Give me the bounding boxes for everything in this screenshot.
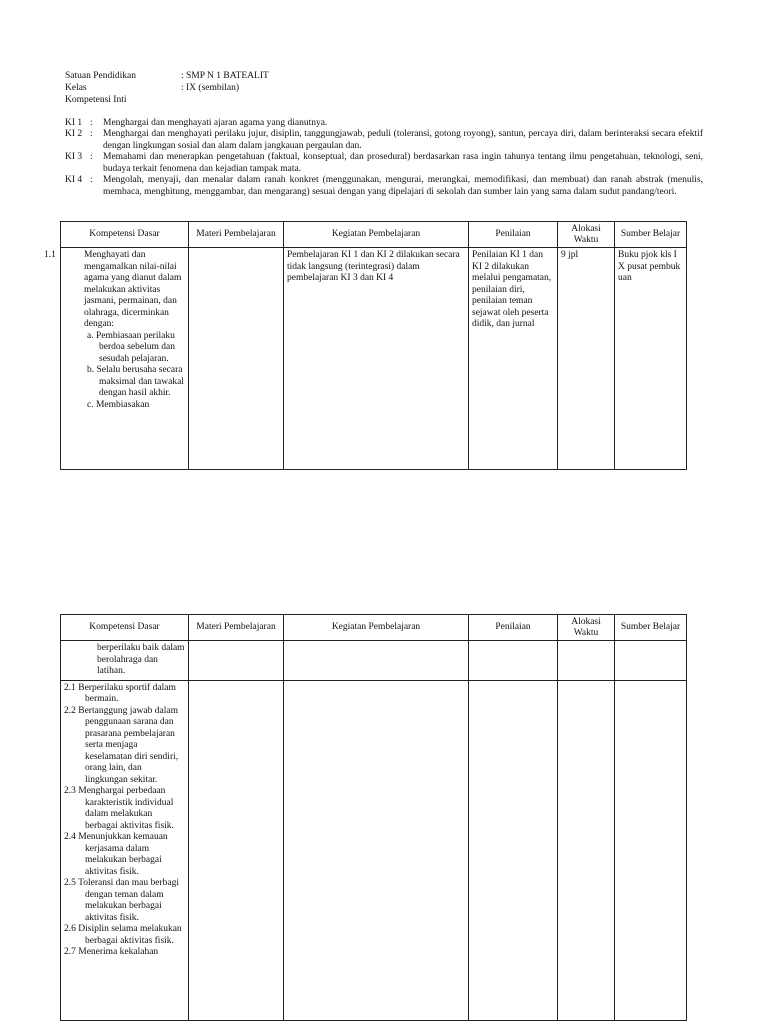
- kd-continuation: berperilaku baik dalam berolahraga dan latihan.: [97, 643, 185, 676]
- kd-number: 1.1: [44, 250, 56, 260]
- kegiatan-cell: [284, 641, 469, 681]
- col-kegiatan: Kegiatan Pembelajaran: [284, 222, 469, 248]
- penilaian-cell: [469, 680, 558, 1020]
- materi-cell: [189, 248, 284, 470]
- materi-cell: [189, 680, 284, 1020]
- kompetensi-inti-label: Kompetensi Inti: [65, 95, 127, 105]
- kegiatan-cell: [284, 680, 469, 1020]
- ki-colon: :: [90, 129, 93, 139]
- sumber-cell: [615, 680, 687, 1020]
- col-sumber: Sumber Belajar: [615, 615, 687, 641]
- kd-2-4: 2.4 Menunjukkan kemauan kerjasama dalam melakukan berbagai aktivitas fisik.: [64, 832, 168, 877]
- col-kompetensi-dasar: Kompetensi Dasar: [61, 615, 189, 641]
- ki-text: Mengolah, menyaji, dan menalar dalam ranah konkret (menggunakan, mengurai, merangkai, memodifikasi, dan membuat) dan ranah abstrak (menulis, membaca, menghitung, menggambar, dan mengarang) sesuai dengan yang dipelajari di sekolah dan sumber lain yang sama dalam sudut pandang/teori.: [103, 175, 703, 197]
- kd-2-6: 2.6 Disiplin selama melakukan berbagai aktivitas fisik.: [64, 924, 182, 946]
- table-header-row: [61, 222, 687, 248]
- satuan-value: : SMP N 1 BATEALIT: [181, 71, 269, 81]
- kelas-value: : IX (sembilan): [181, 83, 240, 93]
- sumber-cell: Buku pjok kls IX pusat pembukuan: [615, 248, 687, 470]
- kd-2-5: 2.5 Toleransi dan mau berbagi dengan teman dalam melakukan berbagai aktivitas fisik.: [64, 878, 179, 923]
- col-penilaian: Penilaian: [469, 615, 558, 641]
- materi-cell: [189, 641, 284, 681]
- alokasi-cell: 9 jpl: [558, 248, 615, 470]
- kd-2-2: 2.2 Bertanggung jawab dalam penggunaan sarana dan prasarana pembelajaran serta menjaga keselamatan diri sendiri, orang lain, dan lingkungan sekitar.: [64, 705, 179, 785]
- table-header-row: [61, 615, 687, 641]
- ki-code: KI 3: [65, 152, 83, 162]
- col-materi: Materi Pembelajaran: [189, 222, 284, 248]
- col-alokasi: Alokasi Waktu: [558, 222, 615, 248]
- kd-cell: [61, 680, 189, 1020]
- table-row: [61, 680, 687, 1020]
- ki-3: [65, 152, 705, 176]
- sumber-cell: [615, 641, 687, 681]
- kd-2-1: 2.1 Berperilaku sportif dalam bermain.: [64, 682, 176, 704]
- kd-1-1: [44, 250, 185, 331]
- col-sumber: Sumber Belajar: [615, 222, 687, 248]
- col-alokasi: Alokasi Waktu: [558, 615, 615, 641]
- col-materi: Materi Pembelajaran: [189, 615, 284, 641]
- penilaian-cell: [469, 641, 558, 681]
- kd-2-3: 2.3 Menghargai perbedaan karakteristik individual dalam melakukan berbagai aktivitas fisik.: [64, 786, 174, 831]
- satuan-label: Satuan Pendidikan: [65, 71, 136, 81]
- ki-text: Memahami dan menerapkan pengetahuan (faktual, konseptual, dan prosedural) berdasarkan rasa ingin tahunya tentang ilmu pengetahuan, teknologi, seni, budaya terkait fenomena dan kejadian tampak mata.: [103, 152, 703, 174]
- ki-colon: :: [90, 118, 93, 128]
- kd-sub-a: a. Pembiasaan perilaku berdoa sebelum dan sesudah pelajaran.: [87, 330, 175, 364]
- ki-code: KI 4: [65, 175, 83, 185]
- rpp-table-2: [60, 614, 687, 1021]
- ki-text: Menghargai dan menghayati ajaran agama yang dianutnya.: [103, 118, 328, 128]
- alokasi-cell: [558, 641, 615, 681]
- ki-4: [65, 175, 705, 211]
- kd-2-7: 2.7 Menerima kekalahan: [64, 947, 159, 957]
- col-kegiatan: Kegiatan Pembelajaran: [284, 615, 469, 641]
- ki-colon: :: [90, 152, 93, 162]
- col-kompetensi-dasar: Kompetensi Dasar: [61, 222, 189, 248]
- rpp-table-1: [44, 221, 687, 470]
- ki-2: [65, 129, 705, 153]
- kd-text: Menghayati dan mengamalkan nilai-nilai agama yang dianut dalam melakukan aktivitas jasmani, permainan, dan olahraga, dicerminkan dengan:: [84, 250, 182, 329]
- ki-code: KI 1: [65, 118, 83, 128]
- kd-sub-b: b. Selalu berusaha secara maksimal dan tawakal dengan hasil akhir.: [87, 365, 184, 398]
- alokasi-cell: [558, 680, 615, 1020]
- kd-sub-c: c. Membiasakan: [87, 399, 150, 410]
- kegiatan-cell: Pembelajaran KI 1 dan KI 2 dilakukan secara tidak langsung (terintegrasi) dalam pembelajaran KI 3 dan KI 4: [284, 248, 469, 470]
- ki-colon: :: [90, 175, 93, 185]
- table-row: [61, 248, 687, 470]
- penilaian-cell: Penilaian KI 1 dan KI 2 dilakukan melalui pengamatan, penilaian diri, penilaian teman sejawat oleh peserta didik, dan jurnal: [469, 248, 558, 470]
- table-row: [61, 641, 687, 681]
- kd-cell: [44, 248, 189, 470]
- kelas-label: Kelas: [65, 83, 87, 93]
- kd-cell: [61, 641, 189, 681]
- col-penilaian: Penilaian: [469, 222, 558, 248]
- ki-text: Menghargai dan menghayati perilaku jujur, disiplin, tanggungjawab, peduli (toleransi, gotong royong), santun, percaya diri, dalam berinteraksi secara efektif dengan lingkungan sosial dan alam dalam jangkauan pergaulan dan.: [103, 129, 703, 151]
- ki-code: KI 2: [65, 129, 83, 139]
